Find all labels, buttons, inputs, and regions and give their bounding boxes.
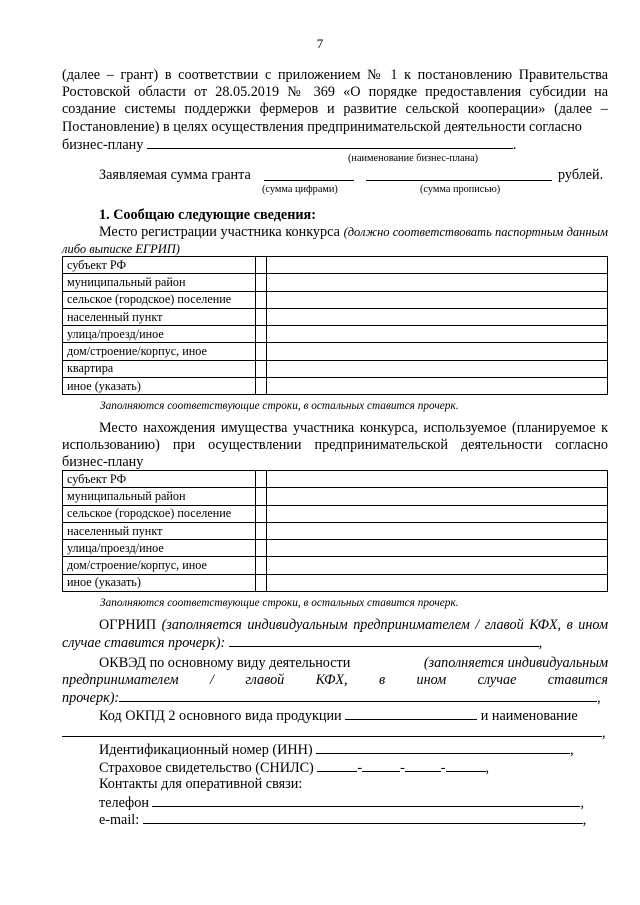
row-value-cell[interactable] bbox=[267, 378, 608, 395]
row-value-cell[interactable] bbox=[267, 308, 608, 325]
business-plan-caption: (наименование бизнес-плана) bbox=[348, 153, 479, 164]
snils-part2-field[interactable] bbox=[362, 759, 400, 772]
okved-hint-word: случае bbox=[477, 672, 517, 688]
table-row bbox=[63, 291, 608, 308]
row-label: муниципальный район bbox=[63, 274, 256, 291]
table-row bbox=[63, 574, 608, 591]
row-value-cell[interactable] bbox=[267, 343, 608, 360]
row-label: дом/строение/корпус, иное bbox=[63, 343, 256, 360]
row-spacer-cell[interactable] bbox=[256, 505, 267, 522]
row-value-cell[interactable] bbox=[267, 522, 608, 539]
table-row bbox=[63, 257, 608, 274]
table-row bbox=[63, 505, 608, 522]
row-value-cell[interactable] bbox=[267, 257, 608, 274]
row-spacer-cell[interactable] bbox=[256, 343, 267, 360]
ogrnip-label: ОГРНИП bbox=[99, 617, 157, 633]
okved-hint-word: ставится bbox=[547, 672, 608, 688]
row-spacer-cell[interactable] bbox=[256, 488, 267, 505]
registration-intro bbox=[62, 224, 608, 258]
okved-label: ОКВЭД по основному виду деятельности bbox=[99, 655, 351, 671]
table-row bbox=[63, 557, 608, 574]
grant-words-caption: (сумма прописью) bbox=[420, 184, 501, 195]
okpd-name-line: , bbox=[62, 724, 606, 742]
okved-hint-word: КФХ, bbox=[315, 672, 348, 688]
snils-part1-field[interactable] bbox=[317, 759, 357, 772]
row-value-cell[interactable] bbox=[267, 291, 608, 308]
row-label: улица/проезд/иное bbox=[63, 326, 256, 343]
row-spacer-cell[interactable] bbox=[256, 274, 267, 291]
row-label: сельское (городское) поселение bbox=[63, 291, 256, 308]
okpd-line bbox=[99, 707, 578, 725]
email-field[interactable] bbox=[143, 811, 583, 824]
row-label: улица/проезд/иное bbox=[63, 540, 256, 557]
grant-words-field[interactable] bbox=[366, 168, 552, 181]
row-label: населенный пункт bbox=[63, 308, 256, 325]
business-plan-label: бизнес-плану bbox=[62, 137, 144, 153]
grant-digits-field[interactable] bbox=[264, 168, 354, 181]
ogrnip-field[interactable] bbox=[229, 634, 539, 647]
phone-label: телефон bbox=[99, 795, 149, 811]
inn-line: Идентификационный номер (ИНН) , bbox=[99, 742, 574, 758]
row-spacer-cell[interactable] bbox=[256, 378, 267, 395]
row-label: квартира bbox=[63, 360, 256, 377]
okved-line3: прочерк): , bbox=[62, 690, 601, 706]
business-plan-field[interactable] bbox=[147, 136, 513, 149]
row-spacer-cell[interactable] bbox=[256, 360, 267, 377]
email-label: e-mail: bbox=[99, 812, 140, 828]
row-value-cell[interactable] bbox=[267, 540, 608, 557]
row-label: муниципальный район bbox=[63, 488, 256, 505]
row-spacer-cell[interactable] bbox=[256, 326, 267, 343]
row-value-cell[interactable] bbox=[267, 574, 608, 591]
table-row bbox=[63, 274, 608, 291]
snils-part3-field[interactable] bbox=[405, 759, 441, 772]
row-spacer-cell[interactable] bbox=[256, 291, 267, 308]
section1-heading: 1. Сообщаю следующие сведения: bbox=[99, 207, 316, 223]
grant-currency: рублей. bbox=[558, 167, 604, 183]
row-label: иное (указать) bbox=[63, 574, 256, 591]
okved-hint-word: в bbox=[378, 672, 386, 688]
registration-note: Заполняются соответствующие строки, в остальных ставится прочерк. bbox=[100, 400, 459, 412]
table-row bbox=[63, 360, 608, 377]
inn-field[interactable] bbox=[316, 741, 570, 754]
okved-hint-l1: (заполняется индивидуальным bbox=[423, 655, 608, 671]
row-spacer-cell[interactable] bbox=[256, 257, 267, 274]
table-row bbox=[63, 326, 608, 343]
row-value-cell[interactable] bbox=[267, 488, 608, 505]
grant-digits-caption: (сумма цифрами) bbox=[262, 184, 338, 195]
table-row bbox=[63, 488, 608, 505]
contacts-label: Контакты для оперативной связи: bbox=[99, 776, 303, 792]
okved-hint-word: ином bbox=[416, 672, 447, 688]
table-row bbox=[63, 308, 608, 325]
row-spacer-cell[interactable] bbox=[256, 574, 267, 591]
row-value-cell[interactable] bbox=[267, 326, 608, 343]
row-spacer-cell[interactable] bbox=[256, 540, 267, 557]
phone-field[interactable] bbox=[152, 794, 580, 807]
table-row bbox=[63, 522, 608, 539]
row-value-cell[interactable] bbox=[267, 471, 608, 488]
row-label: сельское (городское) поселение bbox=[63, 505, 256, 522]
row-label: населенный пункт bbox=[63, 522, 256, 539]
okved-hint-word: / bbox=[209, 672, 214, 688]
intro-paragraph: (далее – грант) в соответствии с приложением № 1 к постановлению Правительства Ростовской области от 28.05.2019 № 369 «О порядке предоставления субсидии на создание системы поддержки фермеров и развитие сельской кооперации» (далее – Постановление) в целях осуществления предпринимательской деятельности согласно bbox=[62, 67, 608, 135]
okved-hint-word: предпринимателем bbox=[62, 672, 179, 688]
ogrnip-block: ОГРНИП (заполняется индивидуальным предпринимателем / главой КФХ, в ином случае ставится прочерк): , bbox=[62, 617, 609, 652]
registration-hint: (должно соответствовать паспортным данным либо выписке ЕГРИП) bbox=[62, 225, 609, 257]
business-plan-line: бизнес-плану . bbox=[62, 137, 517, 153]
okpd-name-field[interactable] bbox=[62, 724, 602, 737]
okpd-code-field[interactable] bbox=[345, 707, 477, 720]
email-line: e-mail: , bbox=[99, 812, 587, 828]
row-label: дом/строение/корпус, иное bbox=[63, 557, 256, 574]
row-value-cell[interactable] bbox=[267, 274, 608, 291]
okpd-label: Код ОКПД 2 основного вида продукции bbox=[99, 708, 342, 724]
registration-table bbox=[62, 256, 608, 395]
okved-line2 bbox=[62, 672, 608, 689]
row-label: субъект РФ bbox=[63, 471, 256, 488]
row-label: субъект РФ bbox=[63, 257, 256, 274]
snils-label: Страховое свидетельство (СНИЛС) bbox=[99, 760, 314, 776]
row-spacer-cell[interactable] bbox=[256, 557, 267, 574]
phone-line: телефон , bbox=[99, 795, 585, 811]
property-note: Заполняются соответствующие строки, в остальных ставится прочерк. bbox=[100, 597, 459, 609]
grant-label: Заявляемая сумма гранта bbox=[99, 167, 251, 183]
ogrnip-hint: (заполняется индивидуальным предпринимателем / главой КФХ, в ином случае ставится прочерк): bbox=[62, 617, 609, 652]
okpd-and-name: и наименование bbox=[480, 708, 578, 724]
property-table bbox=[62, 470, 608, 592]
table-row bbox=[63, 471, 608, 488]
row-value-cell[interactable] bbox=[267, 557, 608, 574]
okved-line1 bbox=[99, 655, 608, 672]
row-label: иное (указать) bbox=[63, 378, 256, 395]
inn-label: Идентификационный номер (ИНН) bbox=[99, 742, 313, 758]
okved-field[interactable] bbox=[119, 689, 597, 702]
registration-intro-text: Место регистрации участника конкурса bbox=[99, 224, 340, 240]
table-row bbox=[63, 378, 608, 395]
table-row bbox=[63, 343, 608, 360]
row-spacer-cell[interactable] bbox=[256, 471, 267, 488]
okved-hint-l3: прочерк): bbox=[62, 690, 120, 706]
table-row bbox=[63, 540, 608, 557]
row-value-cell[interactable] bbox=[267, 505, 608, 522]
row-spacer-cell[interactable] bbox=[256, 308, 267, 325]
property-intro: Место нахождения имущества участника конкурса, используемое (планируемое к использованию) при осуществлении предпринимательской деятельности согласно бизнес-плану bbox=[62, 420, 608, 471]
row-value-cell[interactable] bbox=[267, 360, 608, 377]
snils-part4-field[interactable] bbox=[446, 759, 486, 772]
row-spacer-cell[interactable] bbox=[256, 522, 267, 539]
page-number: 7 bbox=[316, 36, 324, 51]
okved-hint-word: главой bbox=[245, 672, 285, 688]
snils-line: Страховое свидетельство (СНИЛС) - - - , bbox=[99, 760, 490, 776]
